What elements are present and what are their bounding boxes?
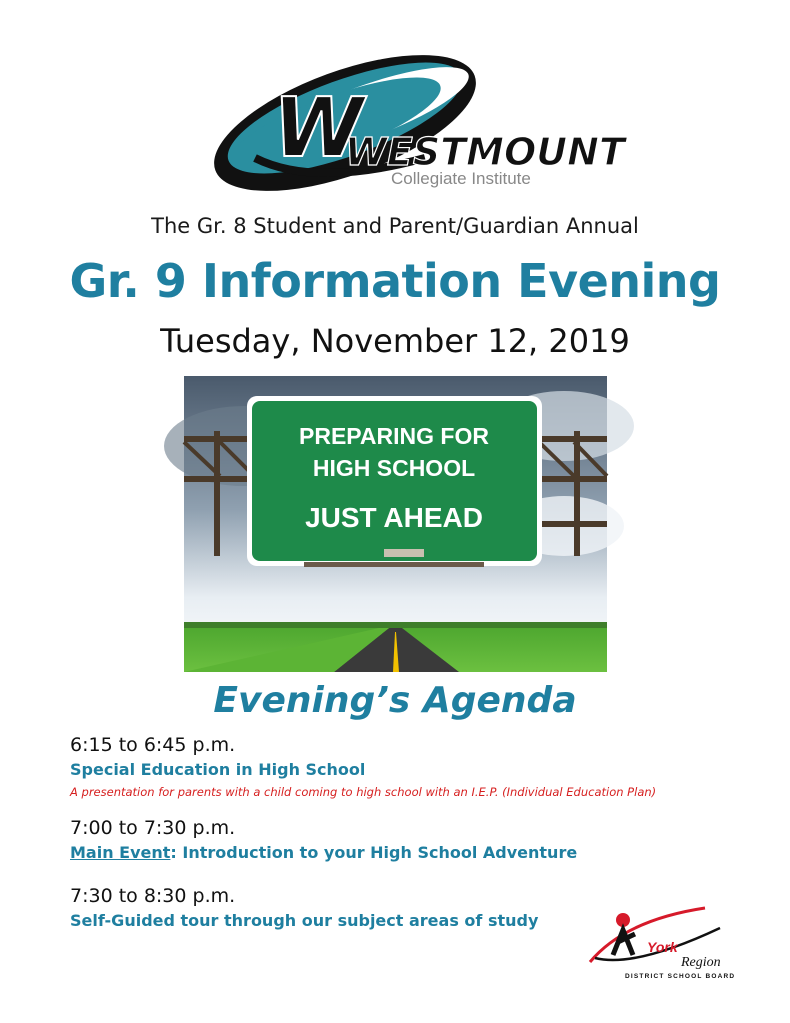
agenda-time-3: 7:30 to 8:30 p.m.: [70, 885, 236, 907]
board-region: Region: [681, 955, 721, 970]
agenda-title: Evening’s Agenda: [213, 680, 577, 721]
york-region-board-logo: [585, 900, 736, 980]
sign-line-1: PREPARING FOR: [299, 423, 489, 449]
main-event-label: Main Event: [70, 843, 171, 862]
event-date: Tuesday, November 12, 2019: [160, 322, 630, 360]
board-district: DISTRICT SCHOOL BOARD: [625, 973, 736, 980]
event-subtitle: The Gr. 8 Student and Parent/Guardian Annual: [151, 214, 639, 238]
svg-text:W: W: [273, 81, 364, 176]
agenda-event-1: Special Education in High School: [70, 760, 366, 779]
sign-line-2: HIGH SCHOOL: [312, 455, 476, 481]
sign-line-3: JUST AHEAD: [305, 502, 483, 533]
highway-sign-photo: [184, 376, 607, 672]
logo-name: WESTMOUNT: [345, 130, 625, 174]
board-york: York: [647, 939, 678, 955]
westmount-logo: [195, 38, 625, 198]
page-title: Gr. 9 Information Evening: [69, 254, 721, 308]
logo-sub: Collegiate Institute: [391, 169, 531, 188]
main-event-text: : Introduction to your High School Adventure: [170, 843, 578, 862]
agenda-note-1: A presentation for parents with a child coming to high school with an I.E.P. (Individual Education Plan): [70, 785, 657, 799]
agenda-event-3: Self-Guided tour through our subject areas of study: [70, 911, 539, 930]
agenda-event-2: [70, 843, 577, 862]
agenda-time-1: 6:15 to 6:45 p.m.: [70, 734, 236, 756]
agenda-time-2: 7:00 to 7:30 p.m.: [70, 817, 236, 839]
